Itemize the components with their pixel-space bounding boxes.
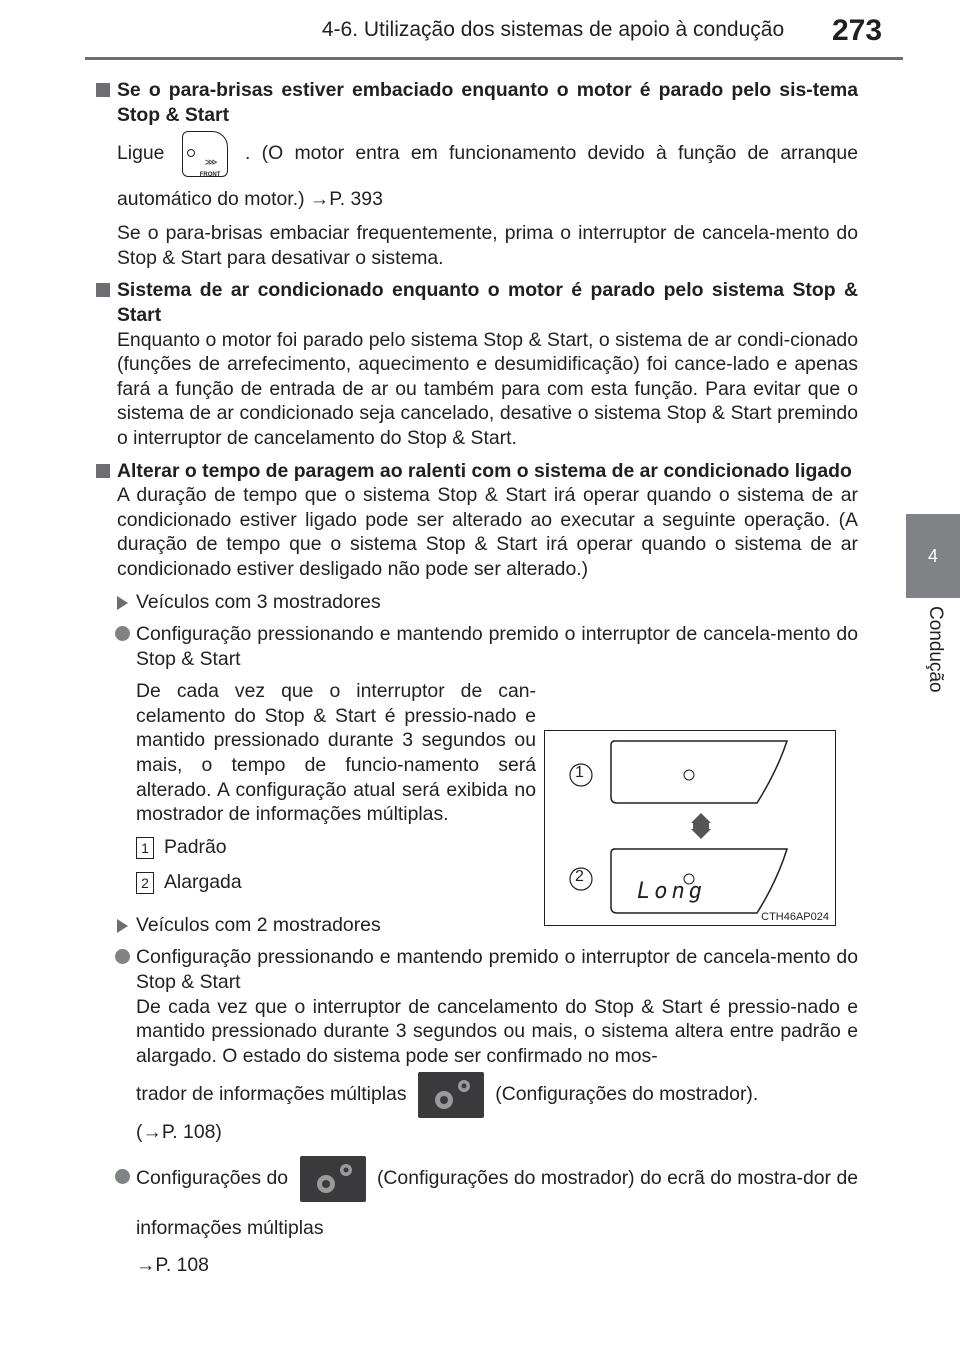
circle-bullet-icon (115, 949, 130, 964)
section-heading: Sistema de ar condicionado enquanto o motor é parado pelo sistema Stop & Start (117, 279, 858, 326)
gear-icon (418, 1072, 484, 1118)
page-header (0, 0, 960, 60)
bullet-item (96, 945, 858, 1145)
subheading: Veículos com 2 mostradores (136, 913, 381, 936)
reference: →P. 108 (136, 1254, 209, 1276)
display-illustration (544, 730, 836, 926)
section-air-conditioning (96, 278, 858, 450)
paragraph: Se o para-brisas embaciar frequentemente, prima o interruptor de cancela-mento do Stop & Start para desativar o sistema. (117, 222, 858, 269)
square-bullet-icon (96, 283, 110, 297)
circle-bullet-icon (115, 626, 130, 641)
chapter-tab: 4 (906, 514, 960, 598)
section-defog (96, 78, 858, 270)
vehicles-3-displays (96, 590, 858, 615)
text: (Configurações do mostrador) do ecrã do mostra-dor de informações múltiplas (136, 1167, 859, 1239)
text: . (O motor entra em funcionamento devido à função de arranque automático do motor.) →P. 393 (117, 142, 858, 211)
bullet-text: De cada vez que o interruptor de cancelamento do Stop & Start é pressio-nado e mantido pressionado durante 3 segundos ou mais, o sistema altera entre padrão e alargado. O estado do sistema pode ser confirmado no mos- (136, 995, 858, 1067)
subheading: Veículos com 3 mostradores (136, 590, 381, 613)
triangle-bullet-icon (117, 596, 128, 610)
section-title: 4-6. Utilização dos sistemas de apoio à condução (321, 18, 785, 41)
bullet-item (96, 1153, 858, 1278)
paragraph: Enquanto o motor foi parado pelo sistema Stop & Start, o sistema de ar condi-cionado (funções de arrefecimento, aquecimento e desumidificação) foi cance-lado e apenas fará a função de entrada de ar ou também para com esta função. Para evitar que o sistema de ar condicionado seja cancelado, desative o sistema Stop & Start premindo o interruptor de cancelamento do Stop & Start. (117, 328, 858, 449)
section-idle-time (96, 459, 858, 582)
section-heading: Se o para-brisas estiver embaciado enquanto o motor é parado pelo sis-tema Stop & Start (117, 79, 858, 126)
bullet-text: Configuração pressionando e mantendo premido o interruptor de cancela-mento do Stop & Start (136, 623, 858, 670)
text: (Configurações do mostrador). (495, 1083, 759, 1106)
reference: (→P. 108) (136, 1121, 222, 1144)
paragraph: A duração de tempo que o sistema Stop & Start irá operar quando o sistema de ar condicionado estiver ligado pode ser alterado ao executar a seguinte operação. (A duração de tempo que o sistema Stop & Start irá operar quando o sistema de ar condicionado estiver desligado não pode ser alterado.) (117, 484, 858, 580)
display-text: Long (637, 879, 706, 904)
triangle-bullet-icon (117, 919, 128, 933)
text: trador de informações múltiplas (136, 1083, 407, 1106)
item-number: 1 (136, 837, 154, 859)
bullet-item (96, 622, 858, 671)
chapter-label-text: Condução (925, 606, 946, 693)
header-rule (85, 57, 903, 60)
item-label: Alargada (164, 870, 242, 893)
item-number: 2 (136, 872, 154, 894)
circle-bullet-icon (115, 1169, 130, 1184)
paragraph: De cada vez que o interruptor de can-celamento do Stop & Start é pressio-nado e mantido pressionado durante 3 segundos ou mais, o tempo de funcio-namento será alterado. A configuração atual será exibida no mostrador de informações múltiplas. (136, 680, 536, 826)
chapter-label (913, 606, 953, 706)
label-2: 2 (575, 868, 584, 885)
item-label: Padrão (164, 835, 227, 858)
figure-caption: CTH46AP024 (761, 911, 829, 923)
button-text: FRONT (199, 172, 221, 179)
paragraph (117, 131, 858, 221)
bullet-title: Configuração pressionando e mantendo premido o interruptor de cancela-mento do Stop & Start (136, 946, 858, 994)
square-bullet-icon (96, 83, 110, 97)
page-content (96, 78, 858, 1278)
label-1: 1 (575, 764, 584, 781)
gear-icon (300, 1156, 366, 1202)
text: Ligue (117, 142, 165, 165)
paragraph (136, 1153, 858, 1253)
front-defroster-button-icon: ⋙ FRONT (182, 131, 228, 177)
page-number: 273 (832, 14, 883, 47)
square-bullet-icon (96, 464, 110, 478)
section-heading: Alterar o tempo de paragem ao ralenti com o sistema de ar condicionado ligado (117, 459, 852, 482)
paragraph (136, 1068, 858, 1120)
text: Configurações do (136, 1167, 289, 1189)
